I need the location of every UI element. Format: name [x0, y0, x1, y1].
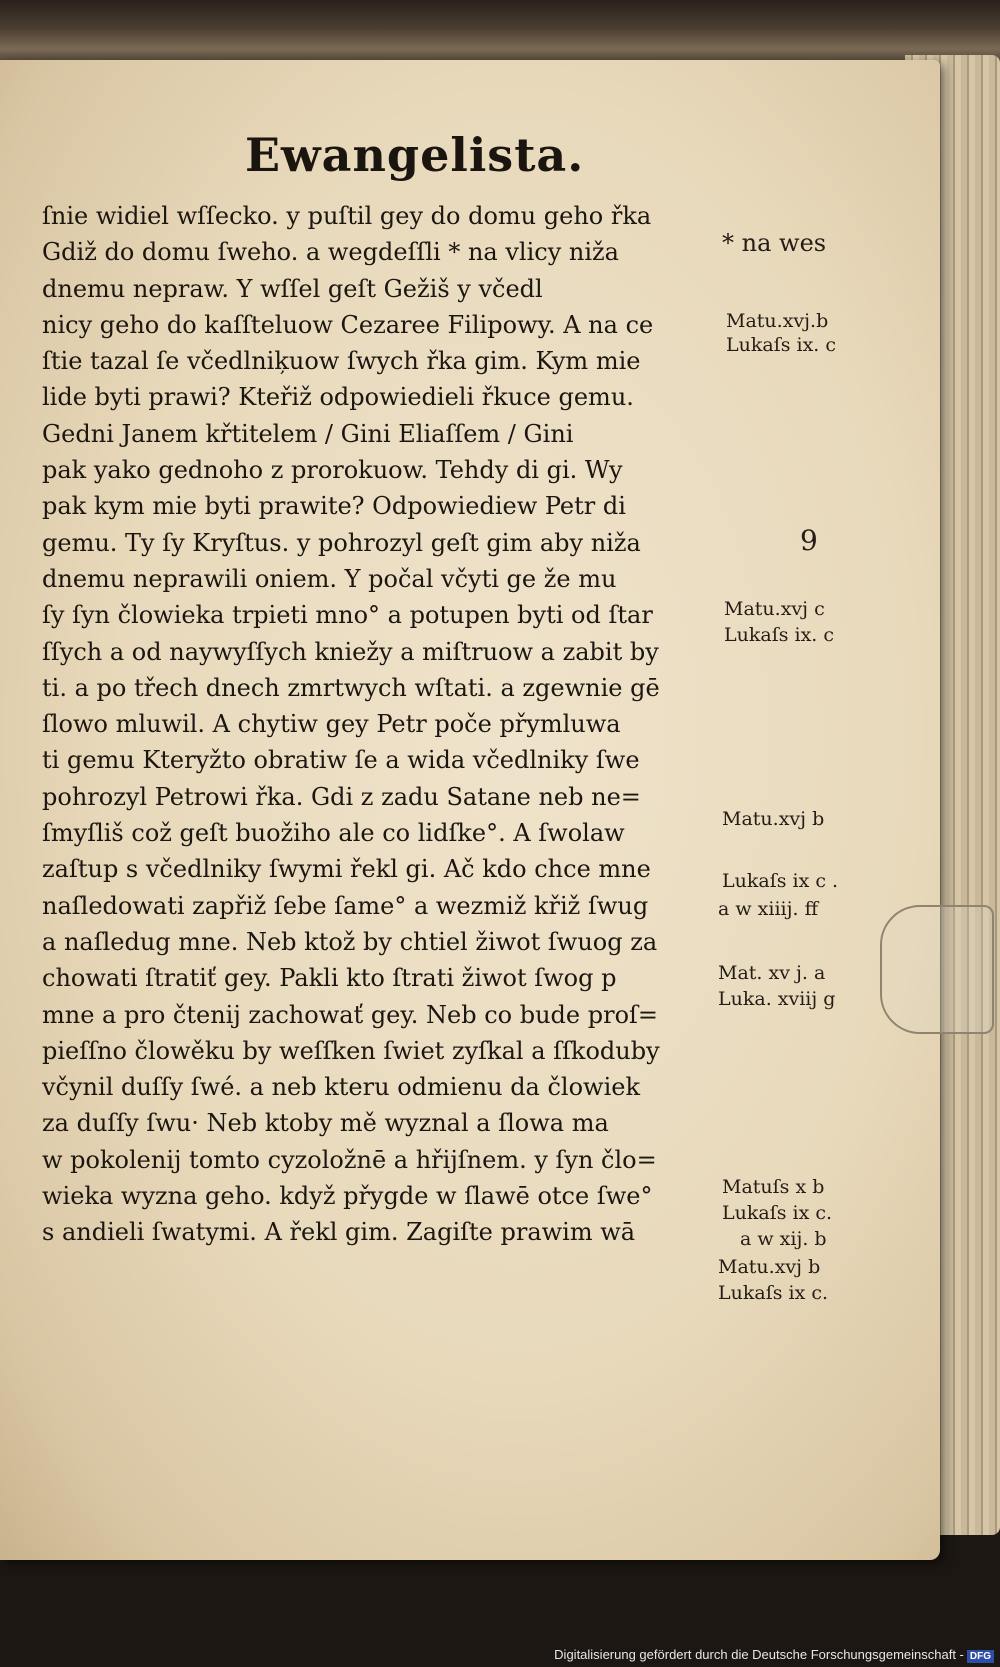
- margin-note: Lukaſs ix c.: [718, 1282, 829, 1304]
- margin-note: a w xiiij. ff: [718, 898, 819, 920]
- text-line: ſnie widiel wſſecko. y puſtil gey do domu geho řka: [42, 202, 652, 230]
- page-title: Ewangelista.: [245, 128, 585, 182]
- margin-note: Lukaſs ix. c: [724, 624, 835, 646]
- margin-note: Luka. xviij g: [718, 988, 836, 1010]
- margin-note: Lukaſs ix c.: [722, 1202, 833, 1224]
- margin-note: a w xij. b: [740, 1228, 827, 1250]
- margin-note: Matu.xvj.b: [726, 310, 829, 332]
- margin-note: Matu.xvj c: [724, 598, 825, 620]
- text-line: pak kym mie byti prawite? Odpowiediew Petr di: [42, 492, 626, 521]
- text-line: lide byti prawi? Kteřiž odpowiedieli řkuce gemu.: [42, 383, 634, 412]
- margin-note: Lukaſs ix c .: [722, 870, 839, 892]
- text-line: gemu. Ty ſy Kryſtus. y pohrozyl geſt gim aby niža: [42, 528, 641, 557]
- text-line: a naſledug mne. Neb ktož by chtiel žiwot ſwuog za: [42, 927, 658, 956]
- text-line: ti. a po třech dnech zmrtwych wſtati. a zgewnie gē: [42, 673, 660, 702]
- text-line: s andieli ſwatymi. A řekl gim. Zagiſte prawim wā: [42, 1218, 636, 1247]
- text-line: včynil duſſy ſwé. a neb kteru odmienu da člowiek: [42, 1073, 641, 1102]
- margin-note: Matuſs x b: [722, 1176, 825, 1198]
- credit-text: Digitalisierung gefördert durch die Deutsche Forschungsgemeinschaft -: [554, 1647, 964, 1662]
- margin-note: Mat. xv j. a: [718, 962, 826, 984]
- text-line: w pokolenij tomto cyzoložnē a hřijſnem. y ſyn člo=: [42, 1145, 657, 1174]
- body-text: [42, 198, 722, 1251]
- dfg-logo: DFG: [967, 1650, 994, 1663]
- text-line: nicy geho do kaſſteluow Cezaree Filipowy. A na ce: [42, 310, 654, 339]
- text-line: naſledowati zapřiž ſebe ſame° a wezmiž křiž ſwug: [42, 891, 649, 920]
- text-line: wieka wyzna geho. když přygde w ſlawē otce ſwe°: [42, 1182, 653, 1211]
- text-line: Gdiž do domu ſweho. a wegdeſſli * na vlicy niža: [42, 238, 619, 267]
- text-line: chowati ſtratiť gey. Pakli kto ſtrati žiwot ſwog p: [42, 964, 617, 993]
- text-line: pohrozyl Petrowi řka. Gdi z zadu Satane neb ne=: [42, 782, 641, 811]
- text-line: Gedni Janem křtitelem / Gini Eliaſſem / Gini: [42, 419, 574, 448]
- text-line: pieſſno člowěku by weſſken ſwiet zyſkal a ſſkoduby: [42, 1036, 660, 1065]
- text-line: ſſych a od naywyſſych kniežy a miſtruow a zabit by: [42, 637, 659, 666]
- text-line: zaſtup s včedlniky ſwymi řekl gi. Ač kdo chce mne: [42, 855, 651, 884]
- margin-note: Lukaſs ix. c: [726, 334, 837, 356]
- digitization-credit: [554, 1647, 994, 1663]
- text-line: ſmyſliš což geſt buožiho ale co lidſke°. A ſwolaw: [42, 819, 625, 848]
- margin-note: Matu.xvj b: [722, 808, 825, 830]
- text-line: pak yako gednoho z prorokuow. Tehdy di gi. Wy: [42, 456, 623, 485]
- margin-note: Matu.xvj b: [718, 1256, 821, 1278]
- margin-sign: 9: [800, 524, 818, 557]
- text-line: dnemu nepraw. Y wſſel geſt Gežiš y včedl: [42, 274, 543, 303]
- text-line: ſlowo mluwil. A chytiw gey Petr poče přymluwa: [42, 710, 621, 739]
- text-line: ſy ſyn člowieka trpieti mno° a potupen byti od ſtar: [42, 601, 653, 630]
- text-line: dnemu neprawili oniem. Y počal včyti ge že mu: [42, 564, 617, 593]
- margin-note: * na wes: [722, 229, 827, 257]
- text-line: ſtie tazal ſe včedlniķuow ſwych řka gim. Kym mie: [42, 347, 641, 376]
- clasp-tab: [880, 905, 994, 1034]
- text-line: ti gemu Kteryžto obratiw ſe a wida včedlniky ſwe: [42, 746, 640, 775]
- text-line: za duſſy ſwu· Neb ktoby mě wyznal a ſlowa ma: [42, 1109, 609, 1138]
- text-line: mne a pro čtenij zachowať gey. Neb co bude proſ=: [42, 1000, 659, 1029]
